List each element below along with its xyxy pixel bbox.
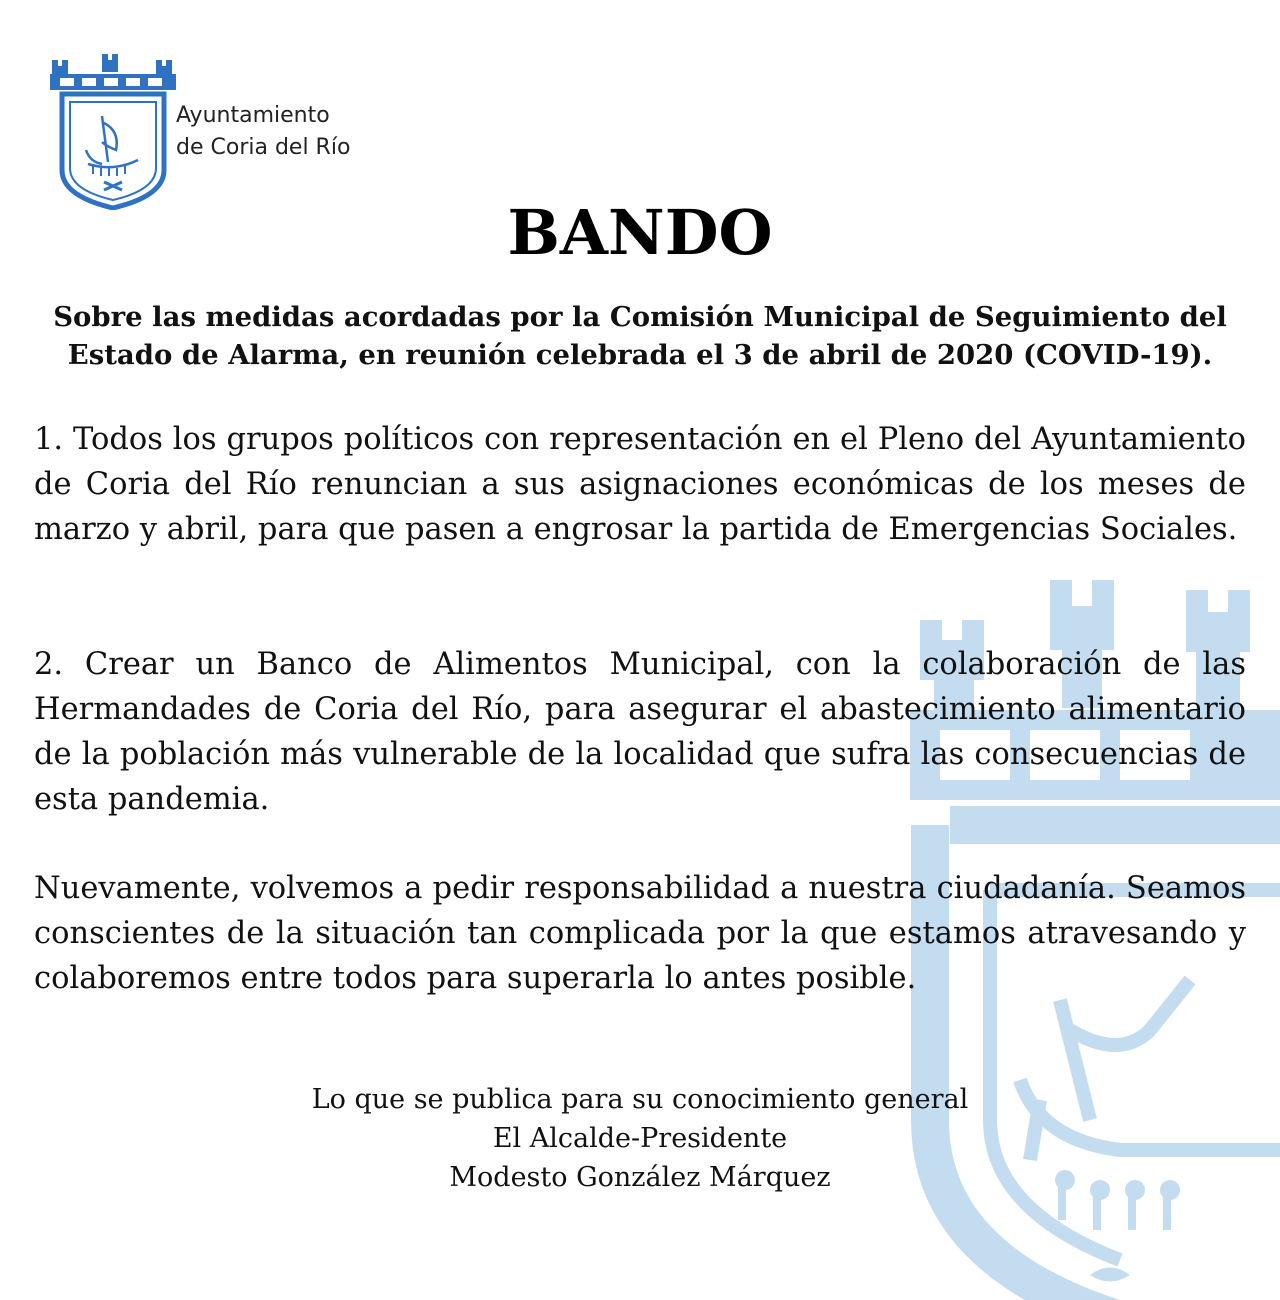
closing-line-name: Modesto González Márquez <box>449 1162 831 1193</box>
paragraph-measure-1: 1. Todos los grupos políticos con representación en el Pleno del Ayuntamiento de Coria del Río renuncian a sus asignaciones económicas de los meses de marzo y abril, para que pasen a engrosar la partida de Emergencias Sociales. <box>34 422 1246 547</box>
closing-signature <box>0 1080 1280 1197</box>
paragraph-appeal: Nuevamente, volvemos a pedir responsabilidad a nuestra ciudadanía. Seamos conscientes de la situación tan complicada por la que estamos atravesando y colaboremos entre todos para superarla lo antes posible. <box>34 871 1246 996</box>
document-subtitle: Sobre las medidas acordadas por la Comisión Municipal de Seguimiento del Estado de Alarma, en reunión celebrada el 3 de abril de 2020 (COVID-19). <box>53 301 1227 371</box>
organization-name-line1: Ayuntamiento <box>176 103 330 128</box>
organization-name-line2: de Coria del Río <box>176 135 351 160</box>
organization-name <box>176 100 350 164</box>
coat-of-arms-icon <box>46 52 182 210</box>
document-title: BANDO <box>507 196 773 269</box>
paragraph-measure-2: 2. Crear un Banco de Alimentos Municipal, con la colaboración de las Hermandades de Coria del Río, para asegurar el abastecimiento alimentario de la población más vulnerable de la localidad que sufra las consecuencias de esta pandemia. <box>34 647 1246 817</box>
closing-line-publication: Lo que se publica para su conocimiento general <box>311 1084 969 1115</box>
closing-line-role: El Alcalde-Presidente <box>492 1123 788 1154</box>
